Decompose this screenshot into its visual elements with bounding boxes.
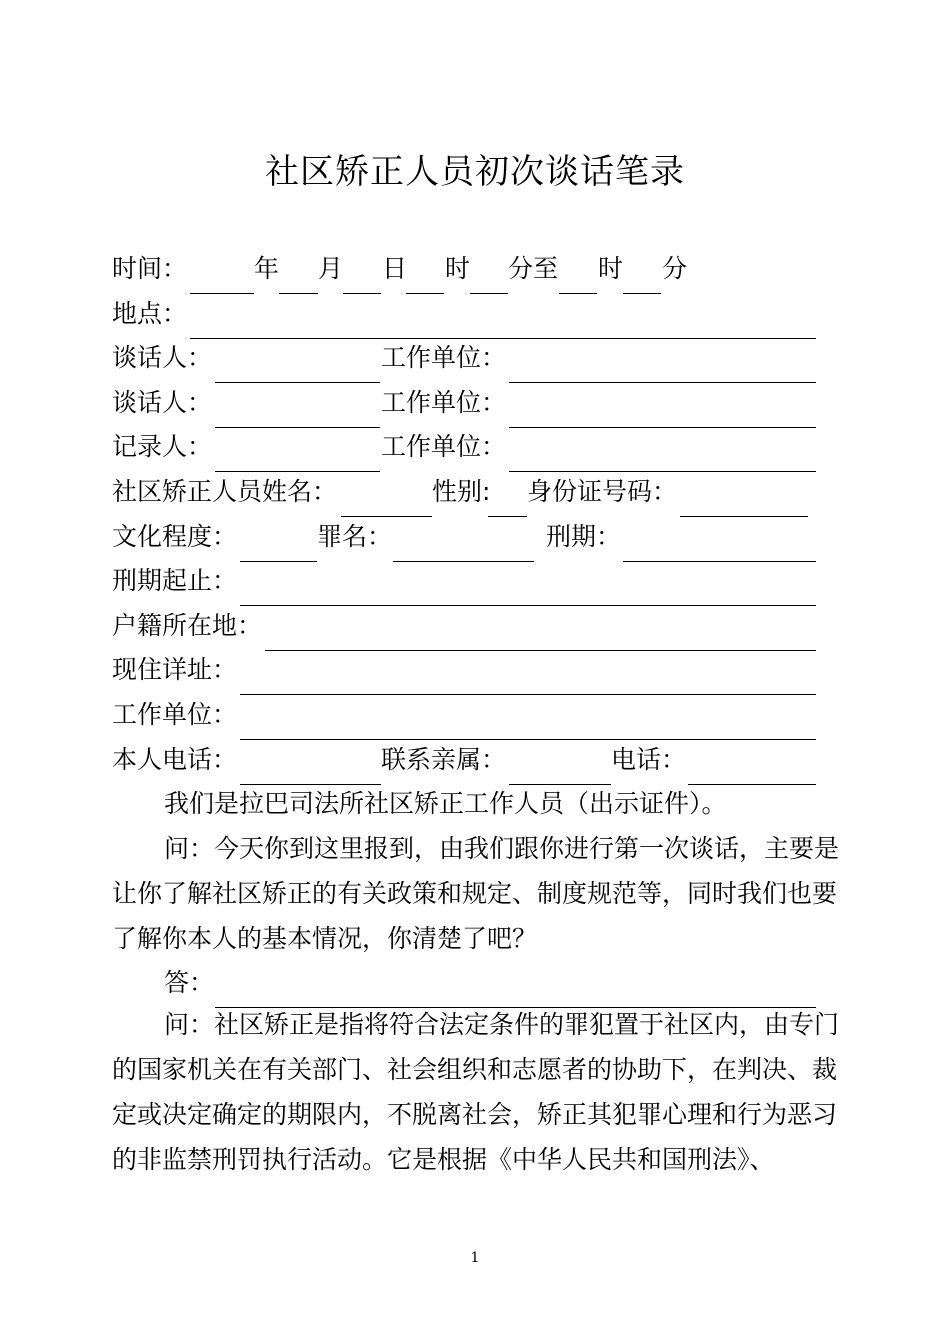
sentence-period-row bbox=[112, 559, 842, 603]
gender-label: 性别: bbox=[432, 477, 491, 506]
question2-paragraph: 问：社区矫正是指将符合法定条件的罪犯置于社区内，由专门的国家机关在有关部门、社会组织和志愿者的协助下，在判决、裁定或决定确定的期限内，不脱离社会，矫正其犯罪心理和行为恶习的非监禁刑罚执行活动。它是根据《中华人民共和国刑法》、 bbox=[112, 1010, 840, 1174]
address-row bbox=[112, 648, 842, 692]
household-row bbox=[112, 604, 842, 648]
time-row bbox=[112, 247, 842, 291]
corrected-person-row bbox=[112, 470, 842, 514]
education-row bbox=[112, 515, 842, 559]
end-hour-label: 时 bbox=[598, 254, 624, 283]
address-label: 现住详址： bbox=[112, 655, 238, 684]
place-label: 地点： bbox=[112, 299, 188, 328]
corrected-name-label: 社区矫正人员姓名： bbox=[112, 477, 338, 506]
year-label: 年 bbox=[254, 254, 280, 283]
workplace-row bbox=[112, 693, 842, 737]
hour-label: 时 bbox=[445, 254, 471, 283]
sentence-period-label: 刑期起止： bbox=[112, 566, 238, 595]
education-label: 文化程度： bbox=[112, 522, 238, 551]
end-minute-label: 分 bbox=[662, 254, 688, 283]
household-label: 户籍所在地： bbox=[112, 611, 263, 640]
recorder-row bbox=[112, 425, 842, 469]
answer1-row bbox=[112, 961, 842, 1005]
phone-label: 本人电话： bbox=[112, 745, 238, 774]
talker2-row bbox=[112, 381, 842, 425]
crime-label: 罪名： bbox=[317, 522, 393, 551]
day-label: 日 bbox=[382, 254, 408, 283]
workunit3-label: 工作单位： bbox=[381, 432, 507, 461]
workunit2-label: 工作单位： bbox=[381, 388, 507, 417]
id-label: 身份证号码： bbox=[527, 477, 678, 506]
phone-row bbox=[112, 738, 842, 782]
answer1-label: 答： bbox=[164, 968, 215, 997]
page-number: 1 bbox=[470, 1250, 480, 1266]
relative-label: 联系亲属： bbox=[381, 745, 507, 774]
recorder-label: 记录人： bbox=[112, 432, 213, 461]
minute-to-label: 分至 bbox=[508, 254, 559, 283]
talker1-row bbox=[112, 336, 842, 380]
relative-phone-label: 电话： bbox=[611, 745, 687, 774]
place-row bbox=[112, 292, 842, 336]
talker1-label: 谈话人： bbox=[112, 343, 213, 372]
workplace-label: 工作单位： bbox=[112, 700, 238, 729]
document-title: 社区矫正人员初次谈话笔录 bbox=[265, 152, 685, 192]
month-label: 月 bbox=[318, 254, 344, 283]
talker2-label: 谈话人： bbox=[112, 388, 213, 417]
sentence-label: 刑期： bbox=[546, 522, 622, 551]
workunit1-label: 工作单位： bbox=[381, 343, 507, 372]
intro-paragraph: 我们是拉巴司法所社区矫正工作人员（出示证件）。 bbox=[164, 789, 727, 818]
time-label: 时间： bbox=[112, 254, 188, 283]
question1-paragraph: 问：今天你到这里报到，由我们跟你进行第一次谈话，主要是让你了解社区矫正的有关政策和规定、制度规范等，同时我们也要了解你本人的基本情况，你清楚了吧？ bbox=[112, 834, 840, 953]
